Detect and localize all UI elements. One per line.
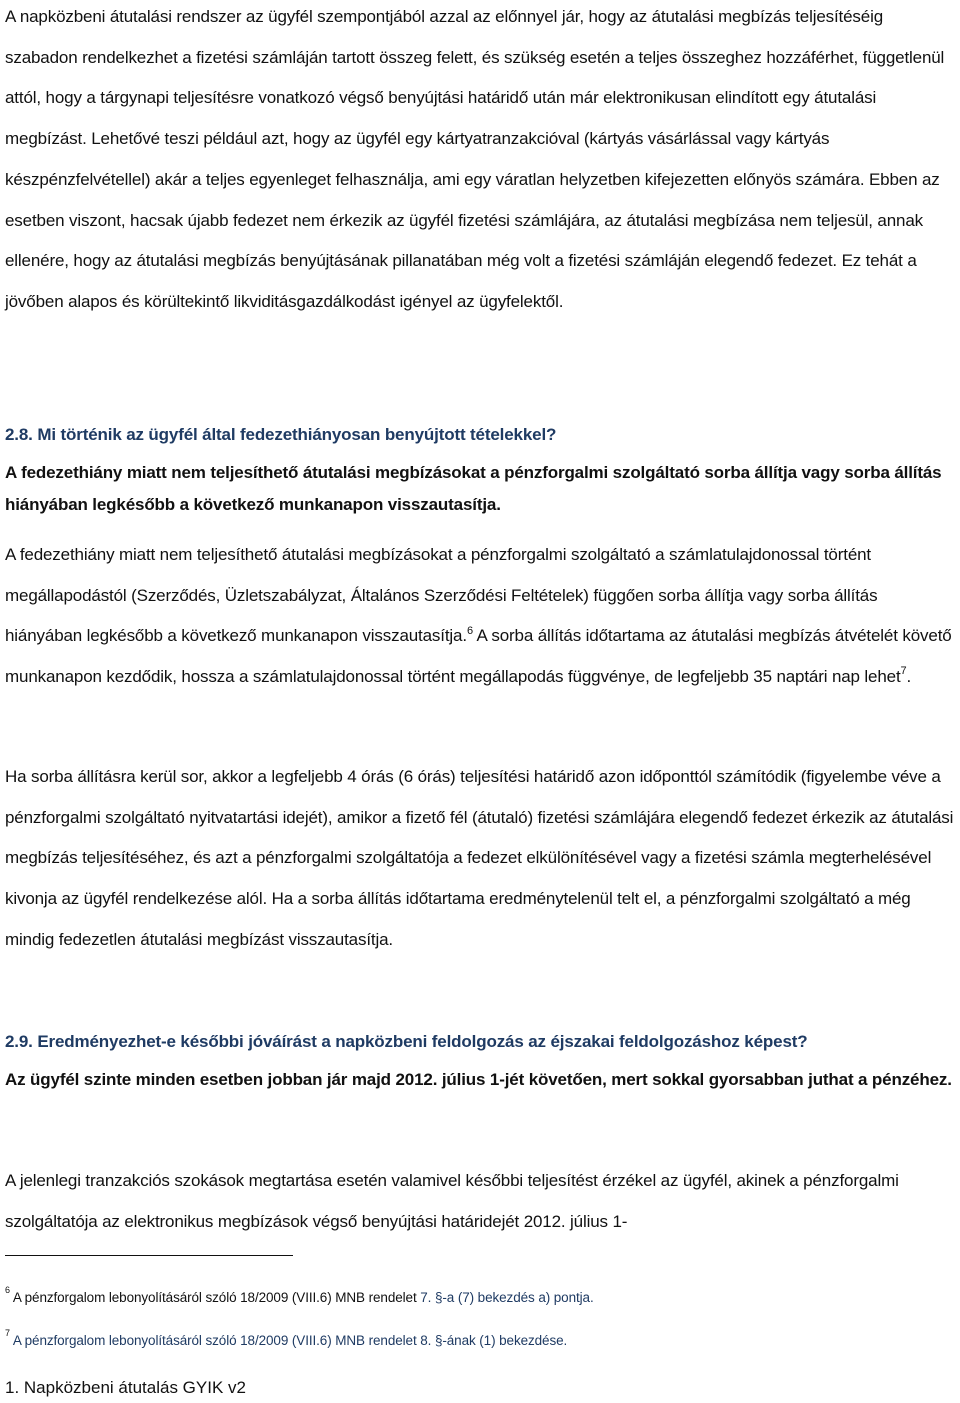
footnote-6-text: A pénzforgalom lebonyolításáról szóló 18/2009 (VIII.6) MNB rendelet bbox=[12, 1290, 421, 1305]
footnote-7 bbox=[5, 1327, 568, 1348]
page-footer: 1. Napközbeni átutalás GYIK v2 bbox=[5, 1378, 246, 1397]
para-a-text: A fedezethiány miatt nem teljesíthető átutalási megbízásokat a pénzforgalmi szolgáltató a számlatulajdonossal történt megállapodástól (Szerződés, Üzletszabályzat, Általános Szerződési Feltételek) függően sorba állítja vagy sorba állítás hiányában legkésőbb a következő munkanapon visszautasítja. bbox=[5, 545, 878, 646]
para-b-text: A sorba állítás időtartama az átutalási megbízás átvételét követő munkanapon kezdődik, hossza a számlatulajdonossal történt megállapodás függvénye, de legfeljebb 35 naptári nap lehet bbox=[5, 626, 952, 687]
footnote-ref-6[interactable]: 6 bbox=[466, 624, 473, 637]
section-2-8-paragraph-c: Ha sorba állításra kerül sor, akkor a legfeljebb 4 órás (6 órás) teljesítési határidő azon időponttól számítódik (figyelembe véve a pénzforgalmi szolgáltató nyitvatartási idejét), amikor a fizető fél (átutaló) fizetési számlájára elegendő fedezet érkezik az átutalási megbízás teljesítéséhez, és azt a pénzforgalmi szolgáltatója a fedezet elkülönítésével vagy a fizetési számla megterhelésével kivonja az ügyfél rendelkezése alól. Ha a sorba állítás időtartama eredménytelenül telt el, a pénzforgalmi szolgáltató a még mindig fedezetlen átutalási megbízást visszautasítja. bbox=[5, 767, 954, 949]
footnote-6-link[interactable]: 7. §-a (7) bekezdés a) pontja. bbox=[420, 1290, 594, 1305]
footnote-6-number: 6 bbox=[5, 1284, 10, 1295]
section-2-8-lead: A fedezethiány miatt nem teljesíthető átutalási megbízásokat a pénzforgalmi szolgáltató sorba állítja vagy sorba állítás hiányában legkésőbb a következő munkanapon visszautasítja. bbox=[5, 463, 942, 514]
section-2-9-paragraph: A jelenlegi tranzakciós szokások megtartása esetén valamivel későbbi teljesítést érzékel az ügyfél, akinek a pénzforgalmi szolgáltatója az elektronikus megbízások végső benyújtási határidejét 2012. július 1- bbox=[5, 1171, 899, 1231]
footnote-7-text[interactable]: A pénzforgalom lebonyolításáról szóló 18/2009 (VIII.6) MNB rendelet 8. §-ának (1) bekezdése. bbox=[12, 1333, 568, 1348]
section-heading-2-9: 2.9. Eredményezhet-e későbbi jóváírást a napközbeni feldolgozás az éjszakai feldolgozáshoz képest? bbox=[5, 1032, 808, 1051]
footnote-6 bbox=[5, 1284, 594, 1305]
para-b-end: . bbox=[906, 667, 912, 687]
section-heading-2-8: 2.8. Mi történik az ügyfél által fedezethiányosan benyújtott tételekkel? bbox=[5, 425, 557, 444]
footnote-7-number: 7 bbox=[5, 1327, 10, 1338]
section-2-8-paragraph-a bbox=[5, 535, 955, 698]
footnote-ref-7[interactable]: 7 bbox=[900, 665, 907, 678]
section-2-9-lead: Az ügyfél szinte minden esetben jobban jár majd 2012. július 1-jét követően, mert sokkal gyorsabban juthat a pénzéhez. bbox=[5, 1070, 952, 1089]
footnote-separator bbox=[5, 1255, 293, 1256]
intro-paragraph: A napközbeni átutalási rendszer az ügyfél szempontjából azzal az előnnyel jár, hogy az átutalási megbízás teljesítéséig szabadon rendelkezhet a fizetési számláján tartott összeg felett, és szükség esetén a teljes összeghez hozzáférhet, függetlenül attól, hogy a tárgynapi teljesítésre vonatkozó végső benyújtási határidő után már elektronikusan elindított egy átutalási megbízást. Lehetővé teszi például azt, hogy az ügyfél egy kártyatranzakcióval (kártyás vásárlással vagy kártyás készpénzfelvétellel) akár a teljes egyenleget felhasználja, ami egy váratlan helyzetben kifejezetten előnyös számára. Ebben az esetben viszont, hacsak újabb fedezet nem érkezik az ügyfél fizetési számlájára, az átutalási megbízása nem teljesül, annak ellenére, hogy az átutalási megbízás benyújtásának pillanatában még volt a fizetési számláján elegendő fedezet. Ez tehát a jövőben alapos és körültekintő likviditásgazdálkodást igényel az ügyfelektől. bbox=[5, 7, 945, 311]
